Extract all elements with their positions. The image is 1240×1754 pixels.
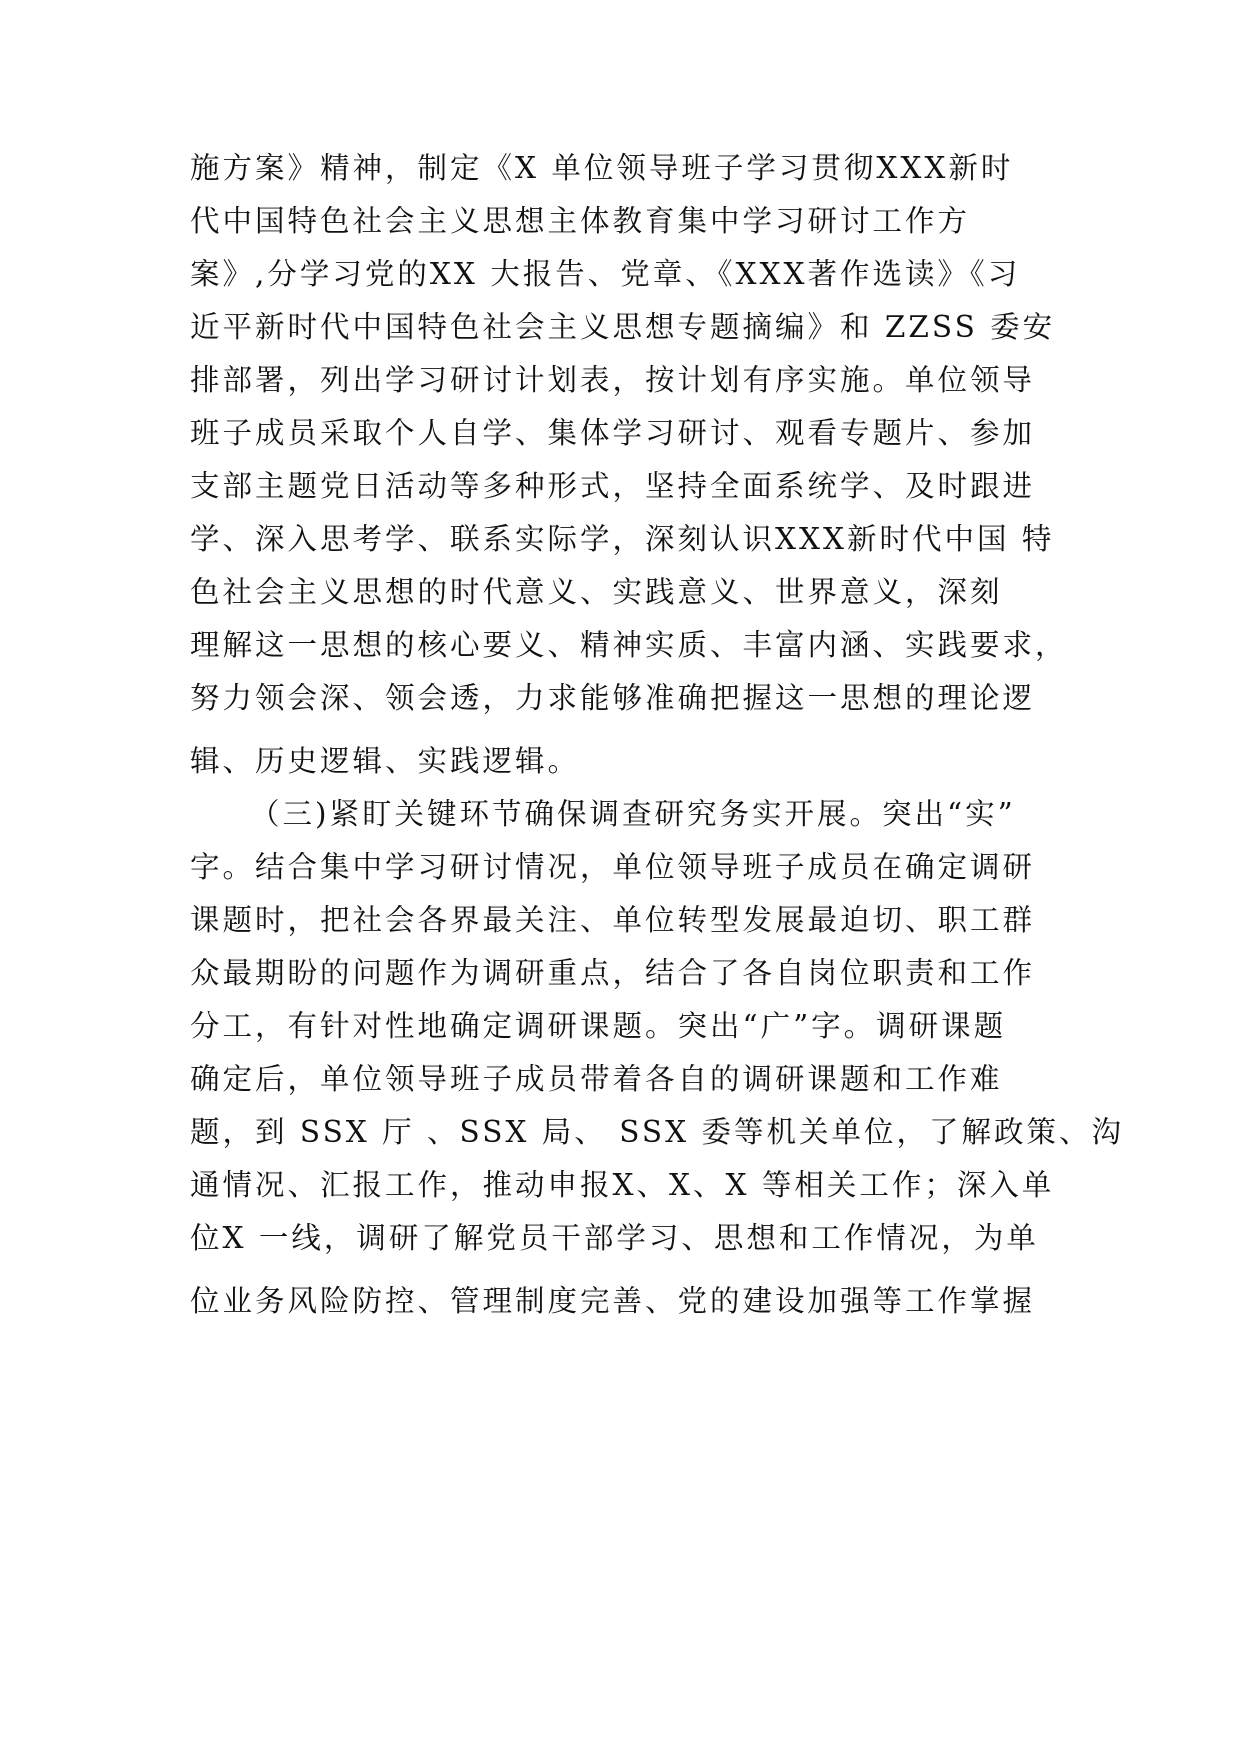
text-line: 学、深入思考学、联系实际学，深刻认识XXX新时代中国 特 — [190, 522, 1055, 556]
text-line: 案》,分学习党的XX 大报告、党章、《XXX著作选读》《习 — [190, 257, 1021, 291]
text-line: 理解这一思想的核心要义、精神实质、丰富内涵、实践要求， — [190, 628, 1068, 662]
text-line: 代中国特色社会主义思想主体教育集中学习研讨工作方 — [190, 204, 971, 238]
text-line: 色社会主义思想的时代意义、实践意义、世界意义，深刻 — [190, 575, 1003, 609]
text-line: 近平新时代中国特色社会主义思想专题摘编》和 ZZSS 委安 — [190, 310, 1056, 344]
text-line: 班子成员采取个人自学、集体学习研讨、观看专题片、参加 — [190, 416, 1036, 450]
text-line: 支部主题党日活动等多种形式，坚持全面系统学、及时跟进 — [190, 469, 1036, 503]
text-line: 位X 一线，调研了解党员干部学习、思想和工作情况，为单 — [190, 1221, 1039, 1255]
text-line: 努力领会深、领会透，力求能够准确把握这一思想的理论逻 — [190, 681, 1036, 715]
section-heading-line: （三)紧盯关键环节确保调查研究务实开展。突出“实” — [250, 797, 1016, 831]
text-line: 课题时，把社会各界最关注、单位转型发展最迫切、职工群 — [190, 903, 1036, 937]
text-line: 位业务风险防控、管理制度完善、党的建设加强等工作掌握 — [190, 1284, 1036, 1318]
text-line: 施方案》精神，制定《X 单位领导班子学习贯彻XXX新时 — [190, 151, 1014, 185]
text-line: 题，到 SSX 厅 、SSX 局、 SSX 委等机关单位，了解政策、沟 — [190, 1115, 1124, 1149]
text-line: 众最期盼的问题作为调研重点，结合了各自岗位职责和工作 — [190, 956, 1036, 990]
text-line: 字。结合集中学习研讨情况，单位领导班子成员在确定调研 — [190, 850, 1036, 884]
text-line: 排部署，列出学习研讨计划表，按计划有序实施。单位领导 — [190, 363, 1036, 397]
text-line: 确定后，单位领导班子成员带着各自的调研课题和工作难 — [190, 1062, 1003, 1096]
text-line: 通情况、汇报工作，推动申报X、X、X 等相关工作；深入单 — [190, 1168, 1055, 1202]
text-line: 分工，有针对性地确定调研课题。突出“广”字。调研课题 — [190, 1009, 1007, 1043]
text-line: 辑、历史逻辑、实践逻辑。 — [190, 744, 581, 778]
